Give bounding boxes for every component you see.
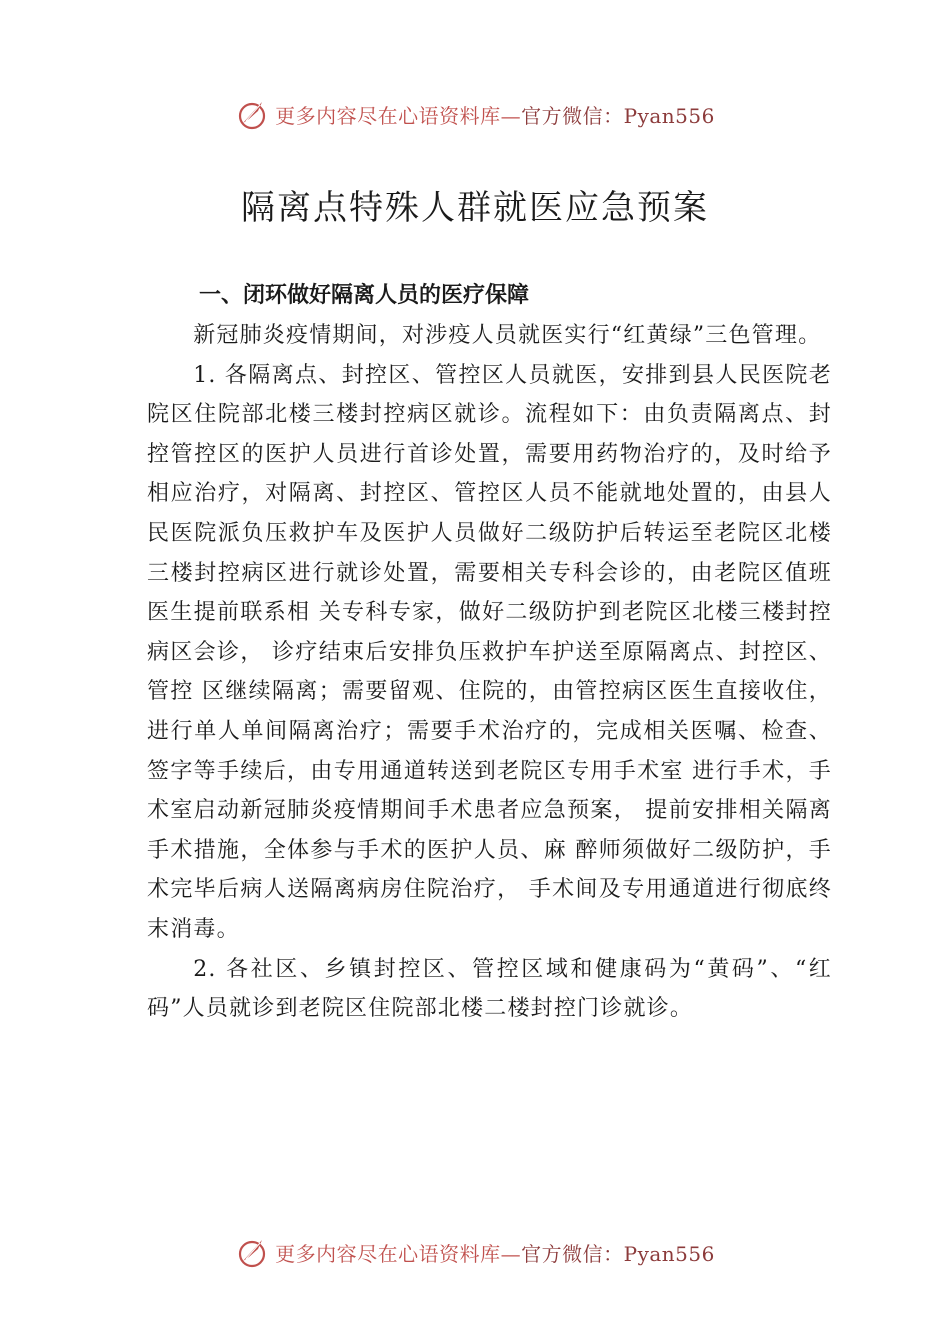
quill-logo-icon [235,97,269,131]
header-banner [0,94,950,134]
paragraph-item-2: 2. 各社区、乡镇封控区、管控区域和健康码为“黄码”、“红码”人员就诊到老院区住院部北楼二楼封控门诊就诊。 [147,956,832,1022]
banner-text: 更多内容尽在心语资料库—官方微信：Pyan556 [275,1241,715,1266]
document-title: 隔离点特殊人群就医应急预案 [241,188,709,228]
quill-logo-icon [235,1235,269,1269]
paragraph-item-1: 1. 各隔离点、封控区、管控区人员就医，安排到县人民医院老院区住院部北楼三楼封控病区就诊。流程如下：由负责隔离点、封控管控区的医护人员进行首诊处置，需要用药物治疗的，及时给予相应治疗，对隔离、封控区、管控区人员不能就地处置的，由县人民医院派负压救护车及医护人员做好二级防护后转运至老院区北楼三楼封控病区进行就诊处置，需要相关专科会诊的，由老院区值班医生提前联系相 关专科专家，做好二级防护到老院区北楼三楼封控病区会诊， 诊疗结束后安排负压救护车护送至原隔离点、封控区、管控 区继续隔离；需要留观、住院的，由管控病区医生直接收住， 进行单人单间隔离治疗；需要手术治疗的，完成相关医嘱、检查、签字等手续后，由专用通道转送到老院区专用手术室 进行手术，手术室启动新冠肺炎疫情期间手术患者应急预案， 提前安排相关隔离手术措施，全体参与手术的医护人员、麻 醉师须做好二级防护，手术完毕后病人送隔离病房住院治疗， 手术间及专用通道进行彻底终末消毒。 [147,362,832,942]
document-body [147,276,832,1029]
wechat-id: 官方微信：Pyan556 [521,1241,715,1266]
section-heading: 一、闭环做好隔离人员的医疗保障 [199,283,530,308]
footer-banner [0,1232,950,1272]
paragraph-intro: 新冠肺炎疫情期间，对涉疫人员就医实行“红黄绿”三色管理。 [193,323,822,348]
banner-text: 更多内容尽在心语资料库—官方微信：Pyan556 [275,103,715,128]
wechat-id: 官方微信：Pyan556 [521,103,715,128]
